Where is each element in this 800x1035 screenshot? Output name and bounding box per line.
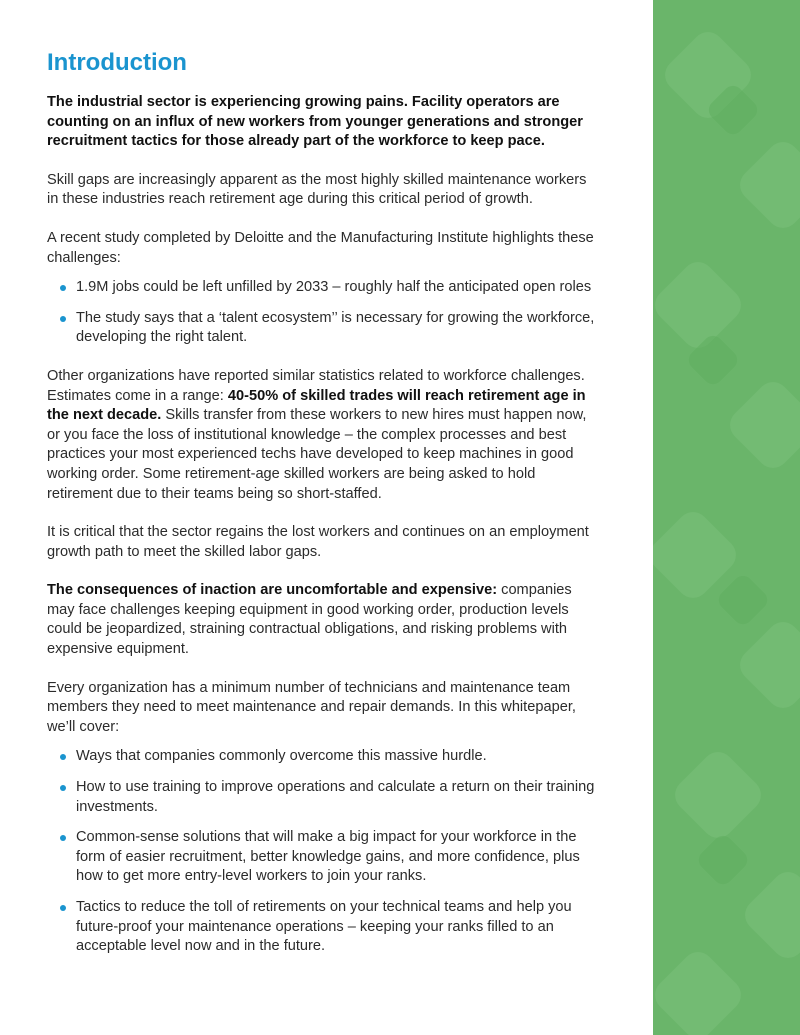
bold-statistic: 40-50% of skilled trades will reach retirement age in the next decade. [47, 387, 586, 424]
list-item: The study says that a ‘talent ecosystem’’ is necessary for growing the workforce, developing the right talent. [76, 309, 599, 348]
decorative-green-sidebar [653, 0, 800, 1035]
sidebar-pattern [653, 0, 800, 1035]
list-item: Tactics to reduce the toll of retirements on your technical teams and help you future-proof your maintenance operations – keeping your ranks filled to an acceptable level now and in the future. [76, 898, 599, 957]
list-item: Ways that companies commonly overcome this massive hurdle. [76, 747, 599, 767]
paragraph-retirement-stats [47, 367, 599, 504]
lead-paragraph: The industrial sector is experiencing growing pains. Facility operators are counting on an influx of new workers from younger generations and stronger recruitment tactics for those already part of the workforce to keep pace. [47, 94, 583, 150]
paragraph-deloitte-study: A recent study completed by Deloitte and the Manufacturing Institute highlights these challenges: [47, 229, 594, 266]
paragraph-skill-gaps: Skill gaps are increasingly apparent as the most highly skilled maintenance workers in these industries reach retirement age during this critical period of growth. [47, 171, 587, 208]
paragraph-consequences [47, 581, 599, 659]
text-run: companies may face challenges keeping equipment in good working order, production levels could be jeopardized, straining contractual obligations, and risking problems with expensive equipment. [47, 582, 572, 658]
text-run: Other organizations have reported similar statistics related to workforce challenges. Estimates come in a range: [47, 367, 585, 404]
paragraph-regain-workers: It is critical that the sector regains the lost workers and continues on an employment growth path to meet the skilled labor gaps. [47, 524, 589, 560]
text-run: Skills transfer from these workers to new hires must happen now, or you face the loss of institutional knowledge – the complex processes and best practices your most experienced techs have developed to keep machines in good working order. Some retirement-age skilled workers are being asked to hold retirement due to their teams being so short-staffed. [47, 407, 587, 502]
bold-consequences: The consequences of inaction are uncomfortable and expensive: [47, 582, 498, 599]
whitepaper-topics-list [47, 747, 599, 956]
paragraph-whitepaper-cover: Every organization has a minimum number of technicians and maintenance team members they need to meet maintenance and repair demands. In this whitepaper, we’ll cover: [47, 679, 576, 735]
study-findings-list [47, 278, 599, 348]
main-content [47, 47, 599, 976]
list-item: 1.9M jobs could be left unfilled by 2033 – roughly half the anticipated open roles [76, 278, 599, 298]
page-title: Introduction [47, 49, 187, 76]
list-item: How to use training to improve operations and calculate a return on their training investments. [76, 778, 599, 817]
list-item: Common-sense solutions that will make a big impact for your workforce in the form of easier recruitment, better knowledge gains, and more confidence, plus how to get more entry-level workers to join your ranks. [76, 828, 599, 887]
